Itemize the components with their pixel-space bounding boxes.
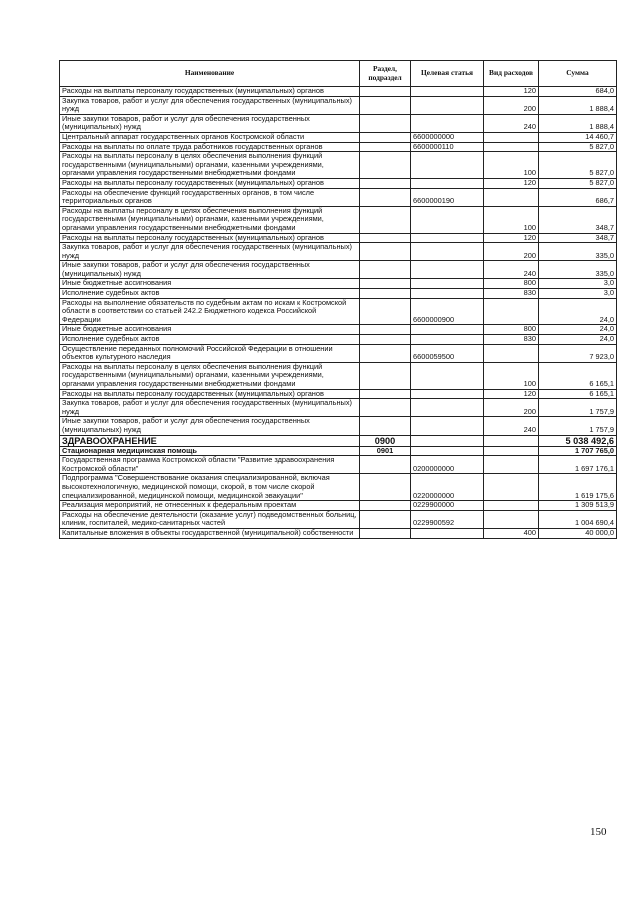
table-row: [60, 298, 617, 325]
cell-target: 0229900000: [411, 501, 484, 511]
cell-section: [360, 325, 411, 335]
cell-kind: [484, 298, 539, 325]
cell-sum: 24,0: [539, 335, 617, 345]
cell-sum: 348,7: [539, 233, 617, 243]
cell-section: [360, 298, 411, 325]
cell-section: [360, 188, 411, 206]
cell-target: 0229900592: [411, 510, 484, 528]
table-row: [60, 399, 617, 417]
cell-name: Расходы на обеспечение функций государственных органов, в том числе территориальных органов: [60, 188, 360, 206]
cell-section: [360, 178, 411, 188]
table-row: [60, 474, 617, 501]
cell-target: [411, 362, 484, 389]
cell-kind: 800: [484, 279, 539, 289]
cell-section: [360, 510, 411, 528]
cell-kind: 120: [484, 233, 539, 243]
cell-name: Расходы на выплаты персоналу государственных (муниципальных) органов: [60, 87, 360, 97]
cell-section: [360, 389, 411, 399]
cell-section: 0901: [360, 446, 411, 456]
cell-section: [360, 289, 411, 299]
cell-section: [360, 114, 411, 132]
cell-target: [411, 528, 484, 538]
header-target: Целевая статья: [411, 61, 484, 87]
cell-sum: 24,0: [539, 325, 617, 335]
cell-name: Иные закупки товаров, работ и услуг для обеспечения государственных (муниципальных) нужд: [60, 417, 360, 435]
cell-kind: 830: [484, 335, 539, 345]
cell-name: Капитальные вложения в объекты государственной (муниципальной) собственности: [60, 528, 360, 538]
cell-name: Закупка товаров, работ и услуг для обеспечения государственных (муниципальных) нужд: [60, 243, 360, 261]
cell-target: 0220000000: [411, 474, 484, 501]
cell-section: [360, 243, 411, 261]
cell-section: [360, 362, 411, 389]
table-body: [60, 87, 617, 539]
cell-name: Закупка товаров, работ и услуг для обеспечения государственных (муниципальных) нужд: [60, 399, 360, 417]
cell-sum: 1 309 513,9: [539, 501, 617, 511]
cell-kind: 400: [484, 528, 539, 538]
table-row: [60, 152, 617, 179]
cell-sum: 1 697 176,1: [539, 456, 617, 474]
cell-target: 0200000000: [411, 456, 484, 474]
cell-kind: 200: [484, 96, 539, 114]
cell-kind: [484, 510, 539, 528]
cell-name: Центральный аппарат государственных органов Костромской области: [60, 132, 360, 142]
cell-name: Расходы на выплаты персоналу государственных (муниципальных) органов: [60, 178, 360, 188]
header-kind: Вид расходов: [484, 61, 539, 87]
cell-sum: 1 707 765,0: [539, 446, 617, 456]
table-row: [60, 362, 617, 389]
cell-name: Расходы на выплаты персоналу в целях обеспечения выполнения функций государственными (муниципальными) органами, казенными учреждениями, органами управления государственными внебюджетными фондами: [60, 152, 360, 179]
cell-section: 0900: [360, 435, 411, 446]
table-row: [60, 501, 617, 511]
cell-section: [360, 528, 411, 538]
cell-name: Исполнение судебных актов: [60, 289, 360, 299]
cell-sum: 684,0: [539, 87, 617, 97]
cell-section: [360, 335, 411, 345]
cell-kind: 240: [484, 417, 539, 435]
cell-kind: 830: [484, 289, 539, 299]
cell-target: 6600000190: [411, 188, 484, 206]
cell-sum: 5 038 492,6: [539, 435, 617, 446]
cell-kind: [484, 456, 539, 474]
cell-name: Расходы на обеспечение деятельности (оказание услуг) подведомственных больниц, клиник, госпиталей, медико-санитарных частей: [60, 510, 360, 528]
cell-target: [411, 114, 484, 132]
table-row: [60, 510, 617, 528]
cell-target: 6600000110: [411, 142, 484, 152]
cell-sum: 335,0: [539, 261, 617, 279]
table-row: [60, 456, 617, 474]
cell-kind: 100: [484, 206, 539, 233]
cell-kind: 200: [484, 399, 539, 417]
cell-target: [411, 87, 484, 97]
cell-kind: 800: [484, 325, 539, 335]
cell-kind: [484, 142, 539, 152]
cell-sum: 24,0: [539, 298, 617, 325]
cell-section: [360, 399, 411, 417]
cell-sum: 1 757,9: [539, 417, 617, 435]
table-row: [60, 206, 617, 233]
cell-section: [360, 261, 411, 279]
cell-target: [411, 289, 484, 299]
cell-kind: 240: [484, 261, 539, 279]
cell-section: [360, 152, 411, 179]
budget-table: [59, 60, 617, 539]
cell-kind: [484, 132, 539, 142]
cell-sum: 1 757,9: [539, 399, 617, 417]
cell-name: Исполнение судебных актов: [60, 335, 360, 345]
table-row: [60, 132, 617, 142]
cell-name: Подпрограмма "Совершенствование оказания специализированной, включая высокотехнологичную, медицинской помощи, скорой, в том числе скорой специализированной, медицинской помощи, медицинской эвакуации": [60, 474, 360, 501]
cell-target: [411, 96, 484, 114]
cell-target: 6600000900: [411, 298, 484, 325]
cell-target: [411, 325, 484, 335]
cell-sum: 348,7: [539, 206, 617, 233]
cell-target: [411, 417, 484, 435]
cell-kind: 120: [484, 389, 539, 399]
table-row: [60, 178, 617, 188]
cell-section: [360, 87, 411, 97]
cell-kind: 240: [484, 114, 539, 132]
header-section: Раздел, подраздел: [360, 61, 411, 87]
cell-name: Расходы на выплаты персоналу государственных (муниципальных) органов: [60, 233, 360, 243]
cell-name: ЗДРАВООХРАНЕНИЕ: [60, 435, 360, 446]
cell-target: [411, 399, 484, 417]
cell-sum: 1 888,4: [539, 114, 617, 132]
cell-section: [360, 417, 411, 435]
cell-kind: [484, 446, 539, 456]
cell-name: Осуществление переданных полномочий Российской Федерации в отношении объектов культурного наследия: [60, 344, 360, 362]
cell-name: Иные бюджетные ассигнования: [60, 279, 360, 289]
cell-kind: [484, 501, 539, 511]
cell-sum: 686,7: [539, 188, 617, 206]
cell-section: [360, 142, 411, 152]
cell-sum: 1 619 175,6: [539, 474, 617, 501]
cell-name: Расходы на выплаты персоналу в целях обеспечения выполнения функций государственными (муниципальными) органами, казенными учреждениями, органами управления государственными внебюджетными фондами: [60, 206, 360, 233]
cell-target: [411, 279, 484, 289]
cell-sum: 335,0: [539, 243, 617, 261]
cell-sum: 1 004 690,4: [539, 510, 617, 528]
cell-section: [360, 233, 411, 243]
cell-kind: 100: [484, 362, 539, 389]
cell-sum: 5 827,0: [539, 142, 617, 152]
cell-sum: 7 923,0: [539, 344, 617, 362]
cell-target: 6600059500: [411, 344, 484, 362]
cell-target: 6600000000: [411, 132, 484, 142]
header-sum: Сумма: [539, 61, 617, 87]
cell-sum: 1 888,4: [539, 96, 617, 114]
cell-kind: [484, 188, 539, 206]
cell-kind: [484, 435, 539, 446]
cell-name: Иные закупки товаров, работ и услуг для обеспечения государственных (муниципальных) нужд: [60, 114, 360, 132]
cell-kind: [484, 474, 539, 501]
cell-target: [411, 178, 484, 188]
cell-target: [411, 206, 484, 233]
cell-name: Закупка товаров, работ и услуг для обеспечения государственных (муниципальных) нужд: [60, 96, 360, 114]
cell-sum: 5 827,0: [539, 178, 617, 188]
cell-section: [360, 206, 411, 233]
cell-section: [360, 456, 411, 474]
cell-name: Государственная программа Костромской области "Развитие здравоохранения Костромской области": [60, 456, 360, 474]
page-number: 150: [590, 826, 607, 838]
cell-sum: 5 827,0: [539, 152, 617, 179]
cell-target: [411, 261, 484, 279]
cell-section: [360, 279, 411, 289]
cell-target: [411, 243, 484, 261]
cell-sum: 3,0: [539, 279, 617, 289]
cell-name: Расходы на выплаты персоналу государственных (муниципальных) органов: [60, 389, 360, 399]
cell-name: Стационарная медицинская помощь: [60, 446, 360, 456]
table-row: [60, 289, 617, 299]
cell-name: Иные бюджетные ассигнования: [60, 325, 360, 335]
cell-kind: 120: [484, 178, 539, 188]
cell-section: [360, 501, 411, 511]
cell-kind: 120: [484, 87, 539, 97]
cell-kind: [484, 344, 539, 362]
cell-sum: 3,0: [539, 289, 617, 299]
table-row: [60, 87, 617, 97]
table-row: [60, 96, 617, 114]
table-row: [60, 188, 617, 206]
table-row: [60, 261, 617, 279]
cell-sum: 6 165,1: [539, 362, 617, 389]
cell-section: [360, 132, 411, 142]
cell-section: [360, 474, 411, 501]
cell-name: Расходы на выплаты персоналу в целях обеспечения выполнения функций государственными (муниципальными) органами, казенными учреждениями, органами управления государственными внебюджетными фондами: [60, 362, 360, 389]
cell-name: Расходы на выполнение обязательств по судебным актам по искам к Костромской области в соответствии со статьей 242.2 Бюджетного кодекса Российской Федерации: [60, 298, 360, 325]
cell-target: [411, 152, 484, 179]
table-row: [60, 435, 617, 446]
cell-sum: 14 460,7: [539, 132, 617, 142]
table-header-row: [60, 61, 617, 87]
cell-target: [411, 233, 484, 243]
cell-sum: 40 000,0: [539, 528, 617, 538]
cell-name: Иные закупки товаров, работ и услуг для обеспечения государственных (муниципальных) нужд: [60, 261, 360, 279]
cell-target: [411, 435, 484, 446]
table-row: [60, 243, 617, 261]
cell-sum: 6 165,1: [539, 389, 617, 399]
table-row: [60, 417, 617, 435]
cell-section: [360, 96, 411, 114]
table-row: [60, 335, 617, 345]
table-row: [60, 528, 617, 538]
cell-name: Расходы на выплаты по оплате труда работников государственных органов: [60, 142, 360, 152]
cell-kind: 100: [484, 152, 539, 179]
cell-target: [411, 335, 484, 345]
cell-kind: 200: [484, 243, 539, 261]
cell-section: [360, 344, 411, 362]
table-row: [60, 344, 617, 362]
cell-target: [411, 446, 484, 456]
cell-target: [411, 389, 484, 399]
cell-name: Реализация мероприятий, не отнесенных к федеральным проектам: [60, 501, 360, 511]
table-row: [60, 114, 617, 132]
header-name: Наименование: [60, 61, 360, 87]
